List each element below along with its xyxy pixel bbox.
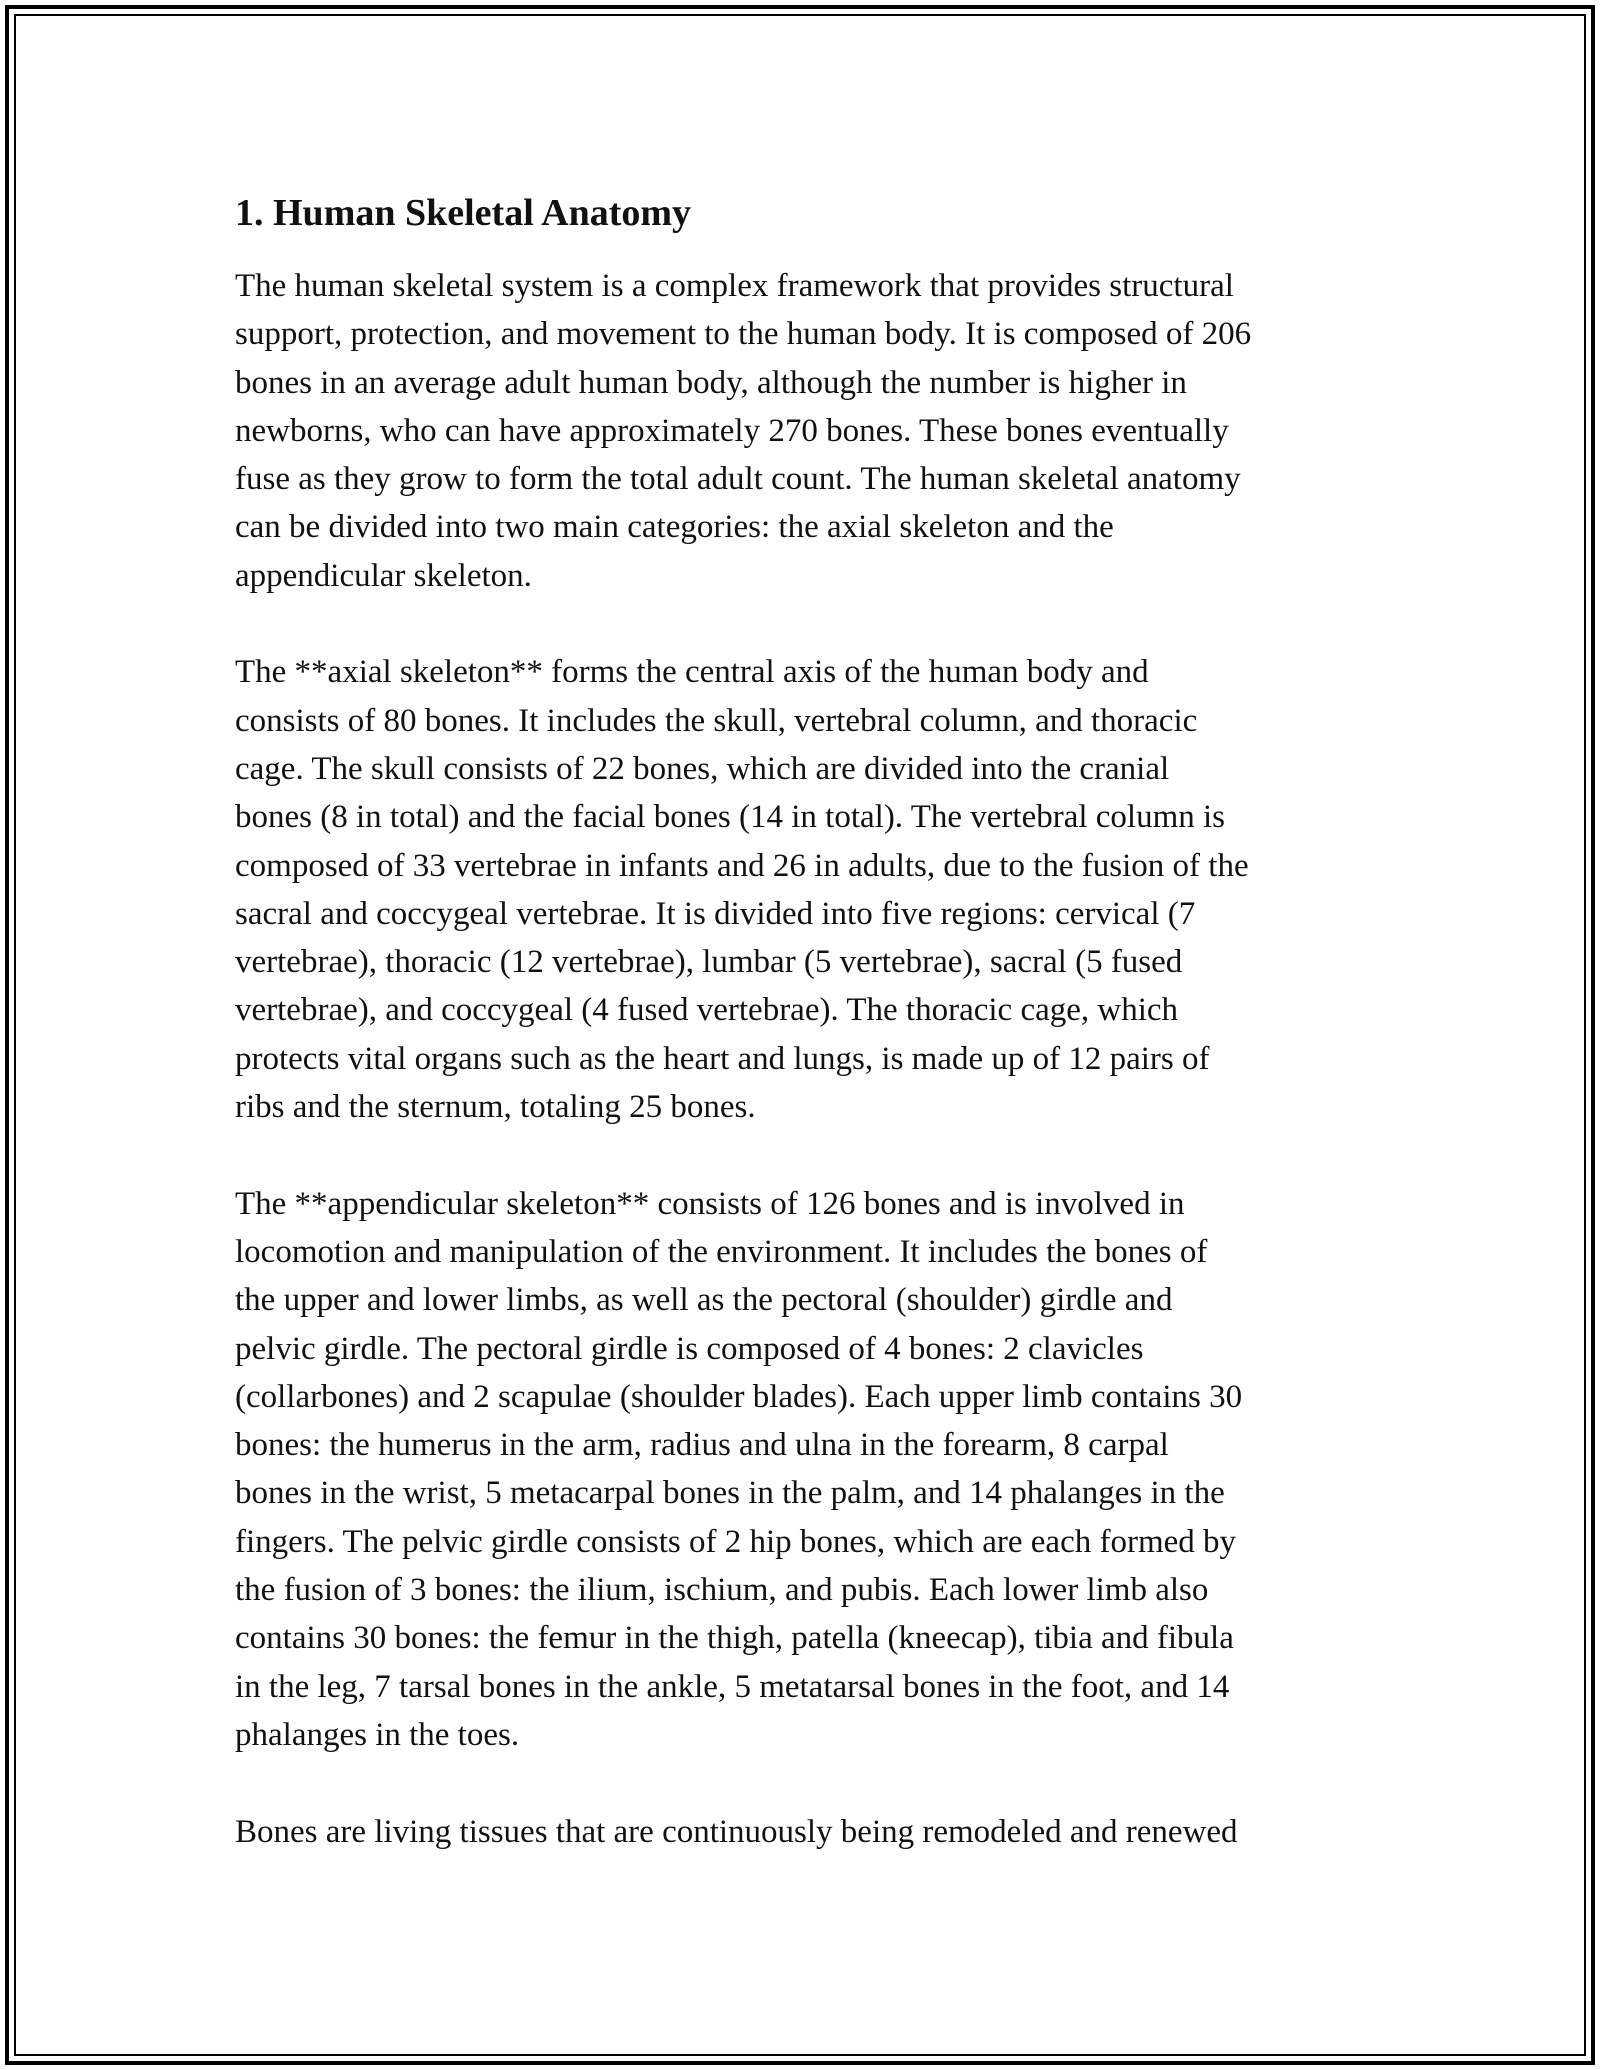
text-line: fingers. The pelvic girdle consists of 2 hip bones, which are each formed by <box>235 1523 1237 1560</box>
text-line: fuse as they grow to form the total adult count. The human skeletal anatomy <box>235 461 1241 498</box>
text-line: ribs and the sternum, totaling 25 bones. <box>235 1089 756 1126</box>
text-line: cage. The skull consists of 22 bones, which are divided into the cranial <box>235 750 1170 787</box>
text-line: vertebrae), thoracic (12 vertebrae), lumbar (5 vertebrae), sacral (5 fused <box>235 944 1183 981</box>
text-line: protects vital organs such as the heart and lungs, is made up of 12 pairs of <box>235 1040 1210 1077</box>
paragraph-appendicular-skeleton <box>235 1180 1375 1760</box>
text-line: in the leg, 7 tarsal bones in the ankle, 5 metatarsal bones in the foot, and 14 <box>235 1668 1230 1705</box>
text-line: The **appendicular skeleton** consists of 126 bones and is involved in <box>235 1185 1185 1222</box>
text-line: can be divided into two main categories: the axial skeleton and the <box>235 509 1114 546</box>
text-line: phalanges in the toes. <box>235 1716 520 1753</box>
text-line: bones in an average adult human body, although the number is higher in <box>235 364 1187 401</box>
text-line: pelvic girdle. The pectoral girdle is composed of 4 bones: 2 clavicles <box>235 1330 1144 1367</box>
text-line: composed of 33 vertebrae in infants and 26 in adults, due to the fusion of the <box>235 847 1249 884</box>
text-line: support, protection, and movement to the human body. It is composed of 206 <box>235 316 1252 353</box>
section-title: 1. Human Skeletal Anatomy <box>235 192 692 234</box>
text-line: bones: the humerus in the arm, radius and ulna in the forearm, 8 carpal <box>235 1427 1169 1464</box>
text-line: bones in the wrist, 5 metacarpal bones in the palm, and 14 phalanges in the <box>235 1475 1225 1512</box>
document-body <box>235 186 1375 1856</box>
text-line: Bones are living tissues that are continuously being remodeled and renewed <box>235 1813 1238 1850</box>
text-line: appendicular skeleton. <box>235 557 532 594</box>
text-line: (collarbones) and 2 scapulae (shoulder blades). Each upper limb contains 30 <box>235 1378 1243 1415</box>
text-line: the upper and lower limbs, as well as the pectoral (shoulder) girdle and <box>235 1282 1173 1319</box>
text-line: The human skeletal system is a complex framework that provides structural <box>235 268 1234 304</box>
paragraph-bone-remodeling <box>235 1808 1375 1856</box>
text-line: The **axial skeleton** forms the central axis of the human body and <box>235 654 1149 691</box>
text-line: vertebrae), and coccygeal (4 fused vertebrae). The thoracic cage, which <box>235 992 1179 1029</box>
paragraph-axial-skeleton <box>235 648 1375 1131</box>
text-line: locomotion and manipulation of the environment. It includes the bones of <box>235 1233 1208 1270</box>
text-line: bones (8 in total) and the facial bones (14 in total). The vertebral column is <box>235 799 1226 836</box>
text-line: sacral and coccygeal vertebrae. It is divided into five regions: cervical (7 <box>235 895 1196 932</box>
text-line: the fusion of 3 bones: the ilium, ischium, and pubis. Each lower limb also <box>235 1572 1209 1609</box>
paragraph-intro <box>235 262 1375 600</box>
text-line: contains 30 bones: the femur in the thigh, patella (kneecap), tibia and fibula <box>235 1620 1234 1657</box>
text-line: newborns, who can have approximately 270 bones. These bones eventually <box>235 412 1229 449</box>
text-line: consists of 80 bones. It includes the skull, vertebral column, and thoracic <box>235 702 1198 739</box>
